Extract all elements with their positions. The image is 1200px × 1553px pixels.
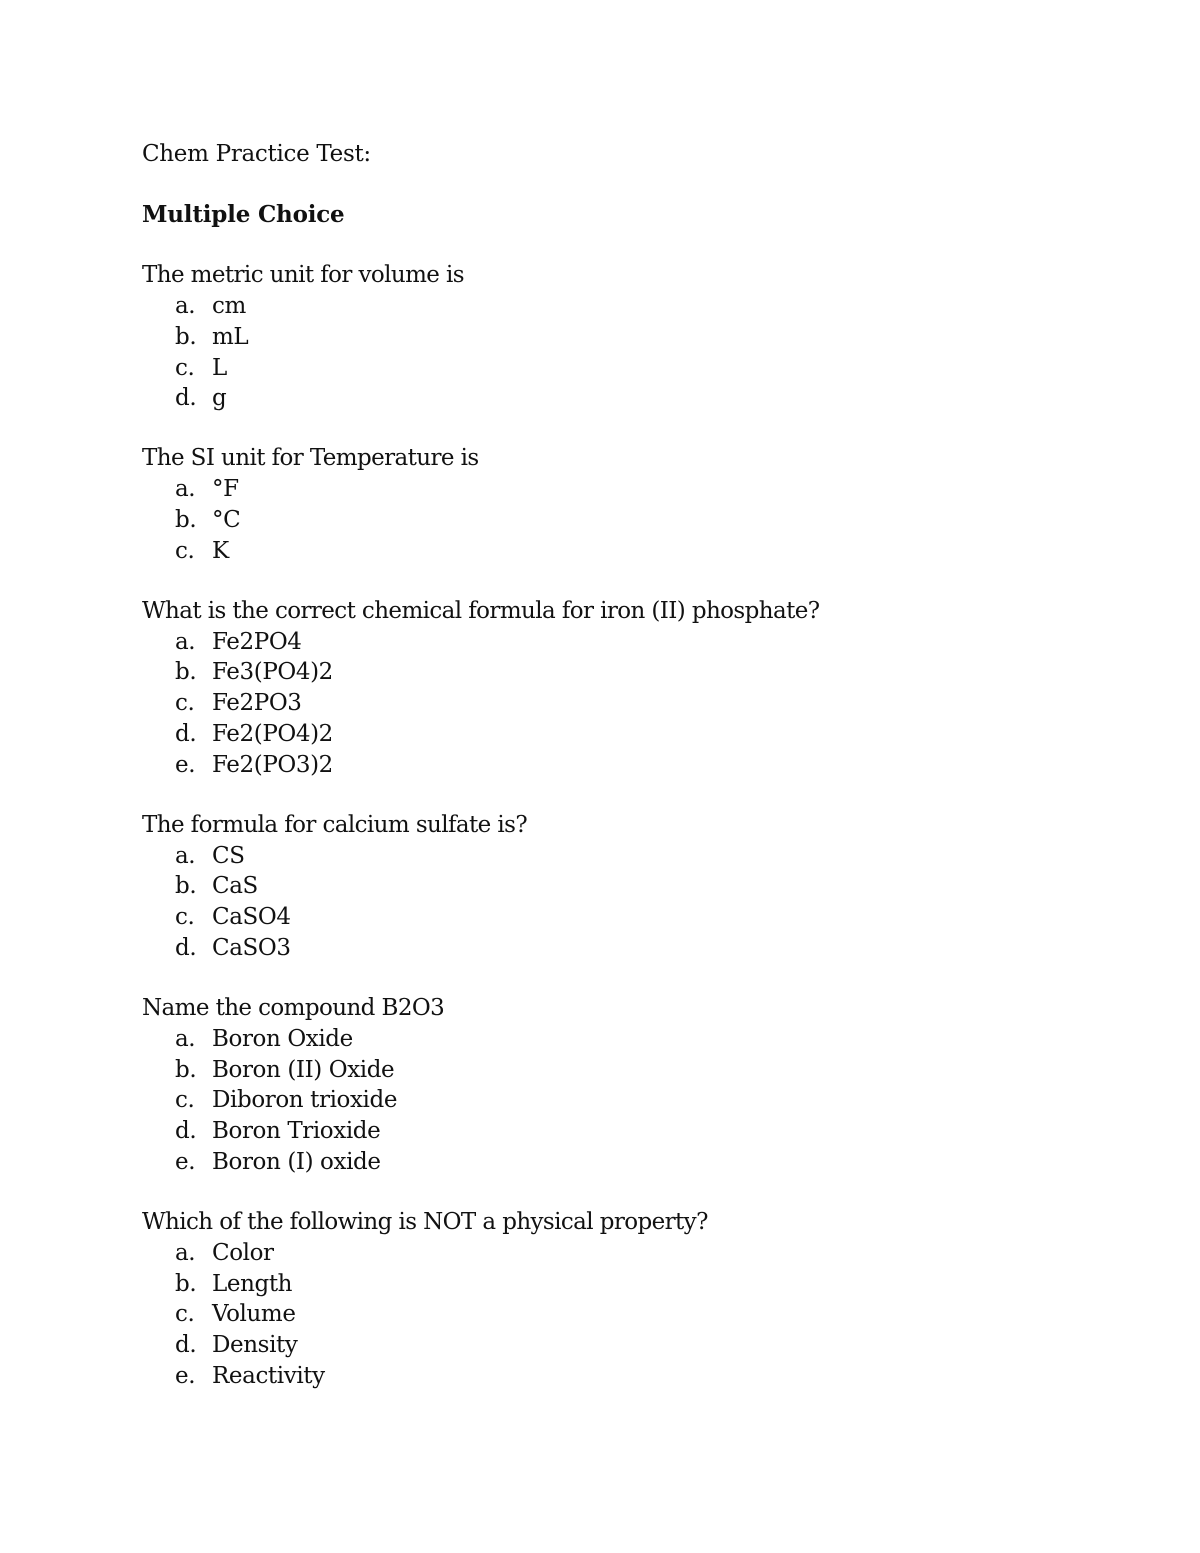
answer-option xyxy=(142,627,1102,658)
option-text: Boron Trioxide xyxy=(212,1118,381,1145)
question-text: The metric unit for volume is xyxy=(142,262,464,288)
section-heading: Multiple Choice xyxy=(142,201,345,228)
document-title: Chem Practice Test: xyxy=(142,141,371,167)
option-text: CS xyxy=(212,842,245,869)
option-text: Boron (I) oxide xyxy=(212,1148,381,1175)
answer-option xyxy=(142,688,1102,719)
option-letter: b. xyxy=(175,873,197,900)
question-text: The formula for calcium sulfate is? xyxy=(142,811,528,838)
option-text: °F xyxy=(212,476,239,503)
answer-option xyxy=(142,383,1102,414)
option-text: Reactivity xyxy=(212,1362,325,1389)
answer-option xyxy=(142,657,1102,688)
answer-option xyxy=(142,1299,1102,1330)
document-page xyxy=(142,138,1102,1392)
option-text: Fe2(PO4)2 xyxy=(212,720,333,747)
option-text: Fe2(PO3)2 xyxy=(212,751,333,778)
answer-option xyxy=(142,841,1102,872)
option-text: °C xyxy=(212,506,241,533)
question-4 xyxy=(142,810,1102,964)
option-letter: b. xyxy=(175,659,197,686)
option-text: Length xyxy=(212,1270,293,1297)
option-letter: d. xyxy=(175,934,197,961)
option-text: mL xyxy=(212,323,249,350)
answer-option xyxy=(142,1330,1102,1361)
answer-options xyxy=(142,1024,1102,1178)
answer-options xyxy=(142,474,1102,566)
answer-options xyxy=(142,291,1102,414)
option-letter: b. xyxy=(175,1056,197,1083)
option-letter: e. xyxy=(175,1362,196,1389)
answer-option xyxy=(142,1269,1102,1300)
option-text: cm xyxy=(212,293,246,319)
question-text: Name the compound B2O3 xyxy=(142,994,445,1021)
option-letter: c. xyxy=(175,1087,195,1114)
option-letter: d. xyxy=(175,385,197,412)
option-letter: a. xyxy=(175,1239,196,1266)
option-text: CaSO4 xyxy=(212,904,291,931)
answer-option xyxy=(142,750,1102,781)
option-text: Density xyxy=(212,1332,298,1359)
option-text: CaS xyxy=(212,873,258,900)
option-letter: a. xyxy=(175,628,196,655)
question-text: What is the correct chemical formula for iron (II) phosphate? xyxy=(142,597,820,624)
option-text: Volume xyxy=(212,1301,296,1328)
option-text: Boron (II) Oxide xyxy=(212,1056,395,1083)
option-letter: d. xyxy=(175,1118,197,1145)
answer-option xyxy=(142,719,1102,750)
option-letter: b. xyxy=(175,323,197,350)
answer-option xyxy=(142,933,1102,964)
option-text: Boron Oxide xyxy=(212,1025,353,1052)
question-text: Which of the following is NOT a physical property? xyxy=(142,1208,708,1235)
answer-option xyxy=(142,1024,1102,1055)
option-letter: a. xyxy=(175,842,196,869)
answer-option xyxy=(142,1055,1102,1086)
answer-option xyxy=(142,1085,1102,1116)
question-1 xyxy=(142,260,1102,414)
answer-option xyxy=(142,322,1102,353)
question-text: The SI unit for Temperature is xyxy=(142,445,479,472)
option-text: CaSO3 xyxy=(212,934,291,961)
option-letter: c. xyxy=(175,690,195,717)
question-5 xyxy=(142,993,1102,1178)
answer-option xyxy=(142,1238,1102,1269)
answer-option xyxy=(142,871,1102,902)
option-text: g xyxy=(212,385,227,412)
question-6 xyxy=(142,1207,1102,1392)
option-letter: a. xyxy=(175,1025,196,1052)
answer-option xyxy=(142,353,1102,384)
answer-option xyxy=(142,1361,1102,1392)
option-letter: c. xyxy=(175,354,195,381)
answer-options xyxy=(142,841,1102,964)
option-letter: c. xyxy=(175,1301,195,1328)
option-text: Fe2PO3 xyxy=(212,690,302,717)
option-letter: d. xyxy=(175,1332,197,1359)
option-letter: a. xyxy=(175,476,196,503)
option-letter: c. xyxy=(175,537,195,564)
option-text: Diboron trioxide xyxy=(212,1087,398,1114)
answer-option xyxy=(142,291,1102,322)
answer-option xyxy=(142,1147,1102,1178)
answer-option xyxy=(142,536,1102,567)
answer-option xyxy=(142,505,1102,536)
question-2 xyxy=(142,443,1102,566)
option-text: Fe2PO4 xyxy=(212,628,302,655)
option-text: L xyxy=(212,354,227,381)
option-text: Fe3(PO4)2 xyxy=(212,659,333,686)
question-3 xyxy=(142,596,1102,781)
answer-option xyxy=(142,1116,1102,1147)
answer-option xyxy=(142,902,1102,933)
question-list xyxy=(142,260,1102,1392)
option-letter: b. xyxy=(175,506,197,533)
option-letter: e. xyxy=(175,1148,196,1175)
answer-option xyxy=(142,474,1102,505)
option-letter: b. xyxy=(175,1270,197,1297)
option-text: K xyxy=(212,537,229,564)
option-text: Color xyxy=(212,1239,274,1266)
answer-options xyxy=(142,1238,1102,1392)
option-letter: e. xyxy=(175,751,196,778)
option-letter: c. xyxy=(175,904,195,931)
answer-options xyxy=(142,627,1102,781)
option-letter: d. xyxy=(175,720,197,747)
option-letter: a. xyxy=(175,293,196,319)
